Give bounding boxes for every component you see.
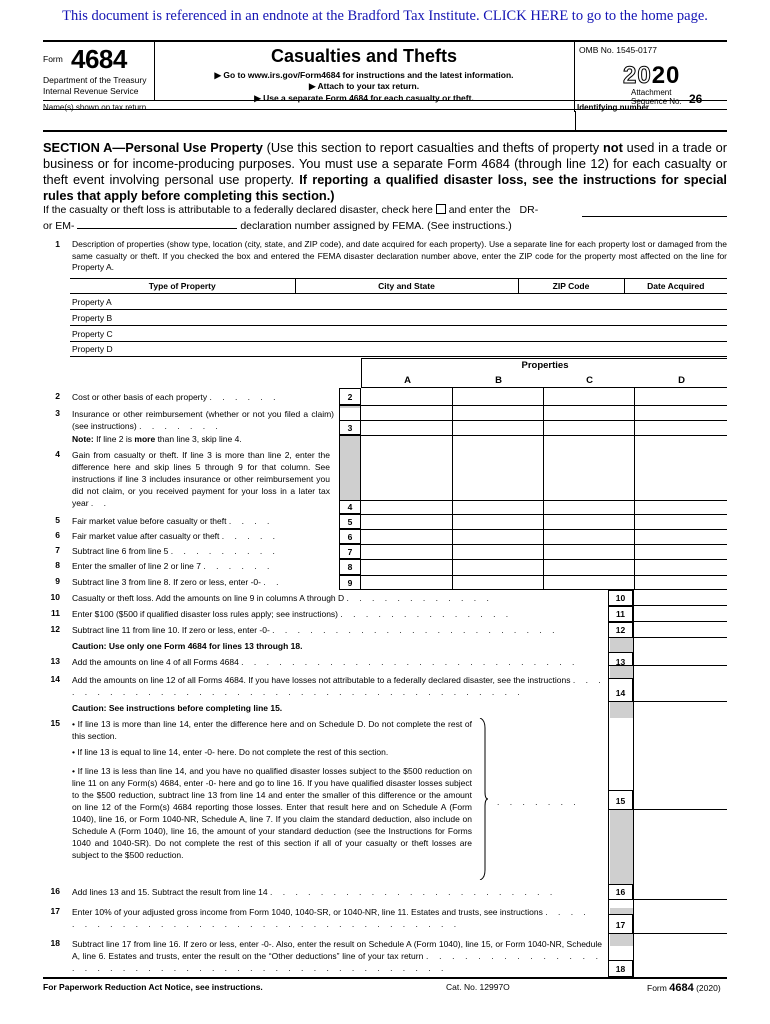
line-6-text: Fair market value after casualty or theft . . . . . (72, 531, 280, 541)
tax-year-suffix: 20 (651, 62, 681, 89)
line-18-text: Subtract line 17 from line 16. If zero or less, enter -0-. Also, enter the result on Schedule A (Form 1040), line 15, or Form 1040-NR, Schedule A, line 6. Estates and trusts, enter the result on the “Other deductions” line of your tax return . . . . . . . . . . . . . . . . . . . . . . . . . . . . . . . . . . . . . . . . . . . . (72, 939, 602, 973)
line-17-input[interactable] (633, 914, 727, 934)
footer-rule (43, 977, 727, 979)
note-text-more: more (134, 434, 156, 444)
omb-number: OMB No. 1545-0177 (579, 45, 657, 55)
property-description-table (70, 278, 727, 357)
federal-disaster-text: If the casualty or theft loss is attributable to a federally declared disaster, check here (43, 204, 433, 216)
property-a-row[interactable] (70, 294, 727, 310)
shade-cell (610, 666, 633, 678)
line-14-text: Add the amounts on line 12 of all Forms 4684. If you have losses not attributable to a federally declared disaster, see the instructions . . . . . . . . . . . . . . . . . . . . . . . . . . . . . . . . . . . . . . . (72, 675, 605, 697)
line-14-caution: Caution: See instructions before completing line 15. (72, 703, 283, 713)
property-b-label: Property B (72, 312, 113, 323)
line-9-text: Subtract line 3 from line 8. If zero or less, enter -0- . . (72, 577, 283, 587)
line-11-number: 11 (51, 608, 60, 618)
line-5-number: 5 (55, 515, 60, 525)
line-7-text: Subtract line 6 from line 5 . . . . . . . . . (72, 546, 279, 556)
col-city-state: City and State (295, 279, 518, 294)
line-13-text: Add the amounts on line 4 of all Forms 4684 . . . . . . . . . . . . . . . . . . . . . . . . . . . (72, 657, 579, 667)
col-a-header: A (404, 375, 411, 386)
em-number-input[interactable] (77, 219, 237, 229)
grid-row-rule (339, 514, 727, 515)
dr-number-input[interactable] (582, 215, 727, 217)
line-13-label: Add the amounts on line 4 of all Forms 4684 (72, 657, 239, 667)
line-9-label: Subtract line 3 from line 8. If zero or less, enter -0- (72, 577, 261, 587)
line-7-label: Subtract line 6 from line 5 (72, 546, 169, 556)
instruction-1: ▶ Go to www.irs.gov/Form4684 for instructions and the latest information. (214, 70, 514, 80)
line-6-label: Fair market value after casualty or theft (72, 531, 220, 541)
line-2-text: Cost or other basis of each property . . . . . . (72, 392, 280, 402)
col-zip: ZIP Code (518, 279, 624, 294)
line-2-label: Cost or other basis of each property (72, 392, 208, 402)
properties-title: Properties (521, 360, 569, 371)
tax-year (623, 62, 680, 90)
line-16-box: 16 (608, 884, 633, 900)
line-1-number: 1 (55, 239, 60, 249)
line-13-box: 13 (608, 652, 633, 666)
line-3-label: Insurance or other reimbursement (whether or not you filed a claim) (see instructions) (72, 409, 334, 431)
line-5-text: Fair market value before casualty or theft . . . . (72, 516, 274, 526)
line-10-box: 10 (608, 590, 633, 606)
line-8-label: Enter the smaller of line 2 or line 7 (72, 561, 201, 571)
line-8-text: Enter the smaller of line 2 or line 7 . . . . . . (72, 561, 274, 571)
section-a-bold-note: If reporting a qualified disaster loss, see the instructions for special rules that apply before completing this section.) (43, 172, 727, 203)
line-16-label: Add lines 13 and 15. Subtract the result from line 14 (72, 887, 268, 897)
col-type-of-property: Type of Property (70, 279, 295, 294)
line-2-box: 2 (339, 388, 361, 405)
line-13-input[interactable] (633, 652, 727, 666)
line-18-input[interactable] (633, 960, 727, 977)
line-10-input[interactable] (633, 590, 727, 606)
grid-row-rule (339, 420, 727, 421)
line-7-box: 7 (339, 544, 361, 559)
line-1-text: Description of properties (show type, location (city, state, and ZIP code), and date acquired for each property). Use a separate line for each property lost or damaged from the same casualty or theft. If you checked the box and entered the FEMA disaster declaration number above, enter the ZIP code for the property most affected on the line for Property A. (72, 239, 727, 272)
caution-one-form: Caution: Use only one Form 4684 for lines 13 through 18. (72, 641, 303, 651)
line-12-label: Subtract line 11 from line 10. If zero or less, enter -0- (72, 625, 270, 635)
form-header (43, 40, 727, 110)
property-d-label: Property D (72, 344, 113, 354)
form-title: Casualties and Thefts (270, 46, 458, 66)
tax-year-prefix: 20 (623, 62, 652, 89)
catalog-number: Cat. No. 12997O (446, 982, 510, 992)
line-3-text: Insurance or other reimbursement (whether or not you filed a claim) (see instructions) . . . . . . . (72, 409, 334, 431)
line-14-input[interactable] (633, 678, 727, 702)
form-label: Form (43, 54, 63, 64)
identifying-number-label: Identifying number (577, 103, 649, 112)
line-5-box: 5 (339, 514, 361, 529)
home-page-link[interactable]: This document is referenced in an endnote at the Bradford Tax Institute. CLICK HERE to go to the home page. (62, 8, 708, 24)
line-4-label: Gain from casualty or theft. If line 3 is more than line 2, enter the difference here and skip lines 5 through 9 for that column. See instructions if line 3 includes insurance or other reimbursement you did not claim, or you received payment for your loss in a later tax year (72, 450, 330, 508)
line-8-box: 8 (339, 559, 361, 575)
line-15-box: 15 (608, 790, 633, 810)
line-8-number: 8 (55, 560, 60, 570)
line-15-bullet-3: • If line 13 is less than line 14, and you have no qualified disaster losses subject to the $500 reduction on line 11 on any Form(s) 4684, enter -0- here and go to line 16. If you have qualified disaster losses subject to the $500 reduction, subtract line 13 from line 14 and enter the smaller of this difference or the amount on line 12 of the Form(s) 4684 reporting those losses. Enter that result here and on Schedule A (Form 1040), line 16, or Form 1040-NR, Schedule A, line 7. If you claim the standard deduction, also include on Schedule A (Form 1040), line 16, the amount of your standard deduction (see the Instructions for Forms 1040 and 1040-SR). Do not complete the rest of this section if all of your casualty or theft losses are subject to the $500 reduction. (72, 766, 472, 860)
footer-form-number: 4684 (669, 982, 694, 994)
enter-the-text: and enter the (448, 204, 511, 216)
line-12-text: Subtract line 11 from line 10. If zero or less, enter -0- . . . . . . . . . . . . . . . . . . . . . . . (72, 625, 559, 635)
line-17-number: 17 (50, 906, 60, 916)
line-3-box: 3 (339, 420, 361, 435)
sequence-label: Sequence No. (631, 97, 682, 106)
line-2-number: 2 (55, 391, 60, 401)
note-label: Note: (72, 434, 94, 444)
line-18-box: 18 (608, 960, 633, 977)
col-c-header: C (586, 375, 593, 386)
line-6-box: 6 (339, 529, 361, 544)
property-c-row[interactable] (70, 326, 727, 342)
line-12-number: 12 (50, 624, 60, 634)
line-12-input[interactable] (633, 622, 727, 638)
line-12-box: 12 (608, 622, 633, 638)
property-d-row[interactable] (70, 342, 727, 357)
rule (43, 130, 727, 132)
line-14-number: 14 (50, 674, 60, 684)
dept-treasury: Department of the Treasury (43, 75, 147, 85)
form-number: 4684 (71, 44, 127, 74)
line-4-box: 4 (339, 500, 361, 514)
shade-cell (610, 702, 633, 718)
grid-row-rule (339, 405, 727, 406)
em-row (43, 219, 727, 233)
irs-label: Internal Revenue Service (43, 86, 139, 96)
line-4-text: Gain from casualty or theft. If line 3 is more than line 2, enter the difference here and skip lines 5 through 9 for that column. See instructions if line 3 includes insurance or other reimbursement you did not claim, or you received payment for your loss in a later tax year . . (72, 450, 330, 508)
col-date-acquired: Date Acquired (624, 279, 727, 294)
line-16-number: 16 (50, 886, 60, 896)
line-14-box: 14 (608, 678, 633, 702)
line-17-label: Enter 10% of your adjusted gross income from Form 1040, 1040-SR, or 1040-NR, line 11. Estates and trusts, see instructions (72, 907, 543, 917)
shade-cell (340, 434, 360, 500)
section-a-intro (43, 140, 727, 204)
property-c-label: Property C (72, 328, 113, 339)
footer-form-id (647, 982, 721, 994)
line-15-number: 15 (50, 718, 60, 728)
line-13-number: 13 (50, 656, 60, 666)
line-15-input[interactable] (633, 790, 727, 810)
line-16-text: Add lines 13 and 15. Subtract the result from line 14 . . . . . . . . . . . . . . . . . . . . . . . (72, 887, 557, 897)
col-b-header: B (495, 375, 502, 386)
instruction-2: ▶ Attach to your tax return. (308, 81, 420, 91)
line-14-label: Add the amounts on line 12 of all Forms 4684. If you have losses not attributable to a federally declared disaster, see the instructions (72, 675, 571, 685)
grid-row-rule (339, 544, 727, 545)
grid-row-rule (339, 529, 727, 530)
line-3-note (72, 433, 334, 445)
line-11-label: Enter $100 ($500 if qualified disaster loss rules apply; see instructions) (72, 609, 339, 619)
line-10-number: 10 (50, 592, 60, 602)
identifying-number-input[interactable] (575, 111, 727, 131)
property-a-label: Property A (72, 296, 112, 307)
property-b-row[interactable] (70, 310, 727, 326)
grid-row-rule (339, 559, 727, 560)
section-a-body1: (Use this section to report casualties and thefts of property (266, 140, 600, 155)
line-15-bullet-1: • If line 13 is more than line 14, enter the difference here and on Schedule D. Do not complete the rest of this section. (72, 719, 472, 741)
em-label: or EM- (43, 220, 75, 232)
dr-label: DR- (519, 204, 539, 216)
attachment-label: Attachment (631, 88, 672, 97)
fema-text: declaration number assigned by FEMA. (See instructions.) (240, 220, 512, 232)
grid-row-rule (339, 500, 727, 501)
sequence-number: 26 (689, 92, 703, 106)
line-4-number: 4 (55, 449, 60, 459)
line-9-box: 9 (339, 575, 361, 590)
line-11-text: Enter $100 ($500 if qualified disaster loss rules apply; see instructions) . . . . . . . . . . . . . . (72, 609, 513, 619)
line-10-label: Casualty or theft loss. Add the amounts on line 9 in columns A through D (72, 593, 345, 603)
line-11-box: 11 (608, 606, 633, 622)
grid-row-rule (339, 435, 727, 436)
line-9-number: 9 (55, 576, 60, 586)
note-text-a: If line 2 is (96, 434, 133, 444)
note-text-b: than line 3, skip line 4. (157, 434, 242, 444)
paperwork-notice: For Paperwork Reduction Act Notice, see instructions. (43, 982, 263, 992)
properties-header (361, 358, 727, 388)
line-7-number: 7 (55, 545, 60, 555)
line-11-input[interactable] (633, 606, 727, 622)
line-17-text: Enter 10% of your adjusted gross income from Form 1040, 1040-SR, or 1040-NR, line 11. Estates and trusts, see instructions . . . . . . . . . . . . . . . . . . . . . . . . . . . . . . . . . . . (72, 907, 590, 929)
line-16-input[interactable] (633, 884, 727, 900)
line-15-brace (478, 718, 488, 880)
grid-row-rule (339, 575, 727, 576)
line-15-dots: . . . . . . . (497, 797, 580, 807)
line-17-box: 17 (608, 914, 633, 934)
section-a-title: SECTION A—Personal Use Property (43, 140, 263, 155)
shade-cell (610, 806, 633, 886)
names-label: Name(s) shown on tax return (43, 103, 147, 112)
line-18-label: Subtract line 17 from line 16. If zero or less, enter -0-. Also, enter the result on Schedule A (Form 1040), line 15, or Form 1040-NR, Schedule A, line 6. Estates and trusts, enter the result on the “Other deductions” line of your tax return (72, 939, 602, 961)
line-5-label: Fair market value before casualty or theft (72, 516, 227, 526)
footer-form-label: Form (647, 983, 667, 993)
section-a-body2: used in a trade or business or for income-producing purposes. You must use a separate Form 4684 (through line 12) for each casualty or theft event involving personal use property. (43, 140, 728, 187)
federal-disaster-checkbox[interactable] (436, 204, 446, 214)
col-d-header: D (678, 375, 685, 386)
line-10-text: Casualty or theft loss. Add the amounts on line 9 in columns A through D . . . . . . . . . . . . (72, 593, 493, 603)
instruction-3: ▶ Use a separate Form 4684 for each casualty or theft. (254, 93, 474, 103)
names-input[interactable] (43, 111, 573, 131)
line-3-number: 3 (55, 408, 60, 418)
footer-form-year: (2020) (696, 983, 721, 993)
line-18-number: 18 (50, 938, 60, 948)
section-a-not: not (602, 140, 623, 155)
line-15-bullet-2: • If line 13 is equal to line 14, enter -0- here. Do not complete the rest of this section. (72, 747, 389, 757)
line-6-number: 6 (55, 530, 60, 540)
